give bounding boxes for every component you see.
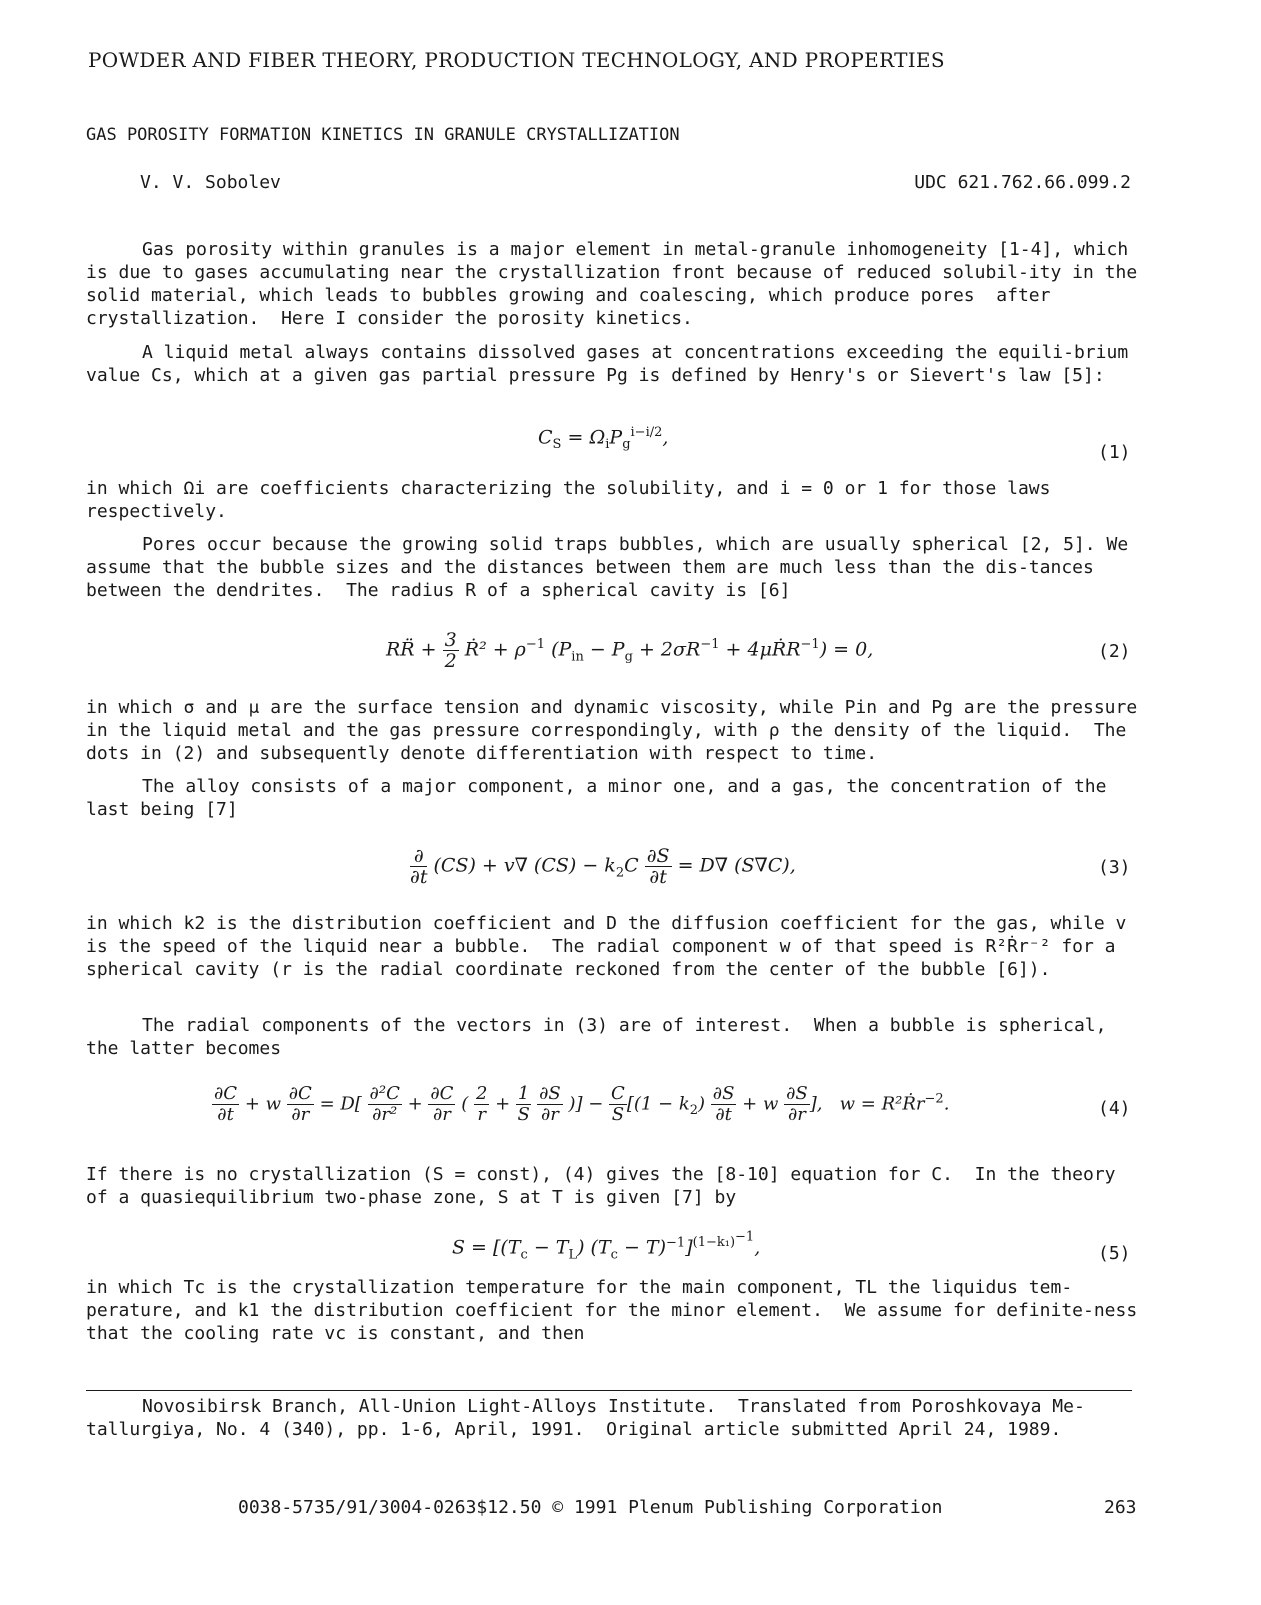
- paragraph-8: The radial components of the vectors in (3) are of interest. When a bubble is spherical, the latter becomes: [86, 1015, 1118, 1059]
- author-name: V. V. Sobolev: [140, 172, 281, 193]
- paragraph-4: Pores occur because the growing solid traps bubbles, which are usually spherical [2, 5]. We assume that the bubble sizes and the distances between them are much less than the dis-tances between the dendrites. The radius R of a spherical cavity is [6]: [86, 534, 1140, 601]
- paragraph-7: in which k2 is the distribution coefficient and D the diffusion coefficient for the gas, while v is the speed of the liquid near a bubble. The radial component w of that speed is R²Ṙr⁻² for a spherical cavity (r is the radial coordinate reckoned from the center of the bubble [6]).: [86, 913, 1138, 980]
- footnote: Novosibirsk Branch, All-Union Light-Alloys Institute. Translated from Poroshkovaya Me-tallurgiya, No. 4 (340), pp. 1-6, April, 1991. Original article submitted April 24, 1989.: [86, 1396, 1085, 1440]
- equation-4: $\frac{\partial C}{\partial t}$ + w $\frac{\partial C}{\partial r}$ = D[ $\frac{\text{∂²C}}{\text{∂r²}}$ + $\frac{\partial C}{\partial r}$ ( $\frac{2}{r}$ + $\frac{1}{S}$ $\frac{\partial S}{\partial r}$ )] − $\frac{C}{S}$ [$(1 - k_2)$ $\frac{\partial S}{\partial t}$ + w $\frac{\partial S}{\partial r}$ ], w = R²Ṙr$^{-2}$.: [214, 1083, 950, 1125]
- article-title: GAS POROSITY FORMATION KINETICS IN GRANULE CRYSTALLIZATION: [86, 125, 680, 145]
- paragraph-1: Gas porosity within granules is a major element in metal-granule inhomogeneity [1-4], which is due to gases accumulating near the crystallization front because of reduced solubil-ity in the solid material, which leads to bubbles growing and coalescing, which produce pores after crystallization. Here I consider the porosity kinetics.: [86, 239, 1149, 329]
- paragraph-6: The alloy consists of a major component, a minor one, and a gas, the concentration of the last being [7]: [86, 776, 1118, 820]
- footnote-divider: [86, 1390, 1132, 1391]
- paragraph-10: in which Tc is the crystallization temperature for the main component, TL the liquidus tem-perature, and k1 the distribution coefficient for the minor element. We assume for definite-ness that the cooling rate vc is constant, and then: [86, 1277, 1149, 1344]
- page-number: 263: [1104, 1497, 1137, 1518]
- equation-2-number: (2): [1098, 641, 1131, 662]
- publisher-code: 0038-5735/91/3004-0263$12.50 © 1991 Plenum Publishing Corporation: [238, 1497, 943, 1518]
- equation-4-number: (4): [1098, 1098, 1131, 1119]
- paragraph-2: A liquid metal always contains dissolved gases at concentrations exceeding the equili-brium value Cs, which at a given gas partial pressure Pg is defined by Henry's or Sievert's law [5]:: [86, 342, 1140, 386]
- equation-1-number: (1): [1098, 442, 1131, 463]
- equation-5: $S = [(T_c - T_L) (T_c - T)^{-1}]^{(1-k_1)^{-1}}$,: [452, 1230, 761, 1263]
- equation-5-number: (5): [1098, 1243, 1131, 1264]
- paragraph-3: in which Ωi are coefficients characterizing the solubility, and i = 0 or 1 for those laws respectively.: [86, 478, 1062, 522]
- equation-1: $C_S = \Omega_iP_g^{i-i/2}$,: [538, 425, 669, 453]
- equation-3-number: (3): [1098, 857, 1131, 878]
- paragraph-9: If there is no crystallization (S = const), (4) gives the [8-10] equation for C. In the theory of a quasiequilibrium two-phase zone, S at T is given [7] by: [86, 1164, 1127, 1208]
- journal-section-heading: POWDER AND FIBER THEORY, PRODUCTION TECHNOLOGY, AND PROPERTIES: [88, 48, 945, 72]
- equation-3: $\frac{\partial}{\partial t}$ (CS) + v∇ $(CS) - k_2C$ $\frac{\partial S}{\partial t}$ = D∇ (S∇C),: [410, 845, 796, 888]
- paragraph-5: in which σ and μ are the surface tension and dynamic viscosity, while Pin and Pg are the pressure in the liquid metal and the gas pressure correspondingly, with ρ the density of the liquid. The dots in (2) and subsequently denote differentiation with respect to time.: [86, 697, 1149, 764]
- equation-2: RR̈ + $\frac{3}{2}$ Ṙ² + $\rho^{-1}$ ($P_{in} - P_g + 2\sigma R^{-1}$ + 4μṘR$^{-1}$) = 0,: [386, 629, 874, 672]
- udc-code: UDC 621.762.66.099.2: [914, 172, 1131, 193]
